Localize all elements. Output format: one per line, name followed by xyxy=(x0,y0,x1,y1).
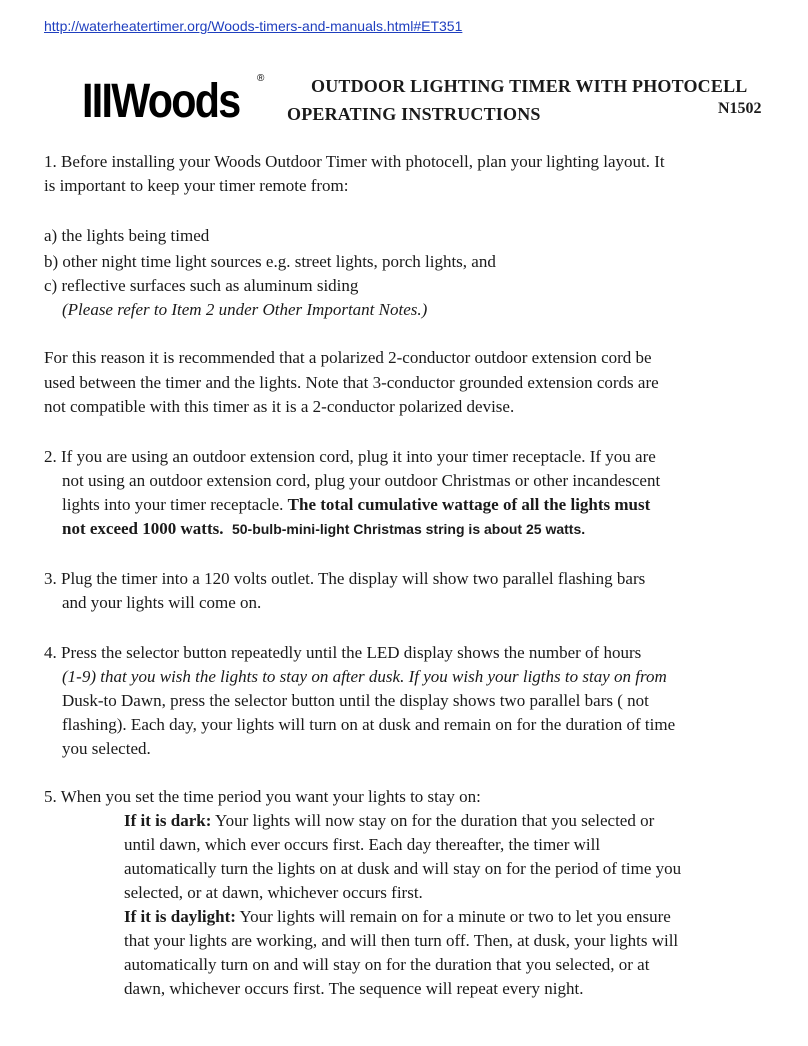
wattage-limit: not exceed 1000 watts. xyxy=(62,519,224,538)
dark-condition-line-3: automatically turn the lights on at dusk and will stay on for the period of time you xyxy=(124,859,682,878)
daylight-condition-line-4: dawn, whichever occurs first. The sequence will repeat every night. xyxy=(124,979,584,998)
daylight-text: Your lights will remain on for a minute or two to let you ensure xyxy=(235,907,671,926)
model-number: N1502 xyxy=(718,100,762,117)
step-2-line-3 xyxy=(62,494,650,516)
step-1-line-1: 1. Before installing your Woods Outdoor Timer with photocell, plan your lighting layout. It xyxy=(44,152,665,171)
woods-logo: IIIWoods xyxy=(82,75,240,128)
step-3-line-1: 3. Plug the timer into a 120 volts outlet. The display will show two parallel flashing bars xyxy=(44,569,646,588)
step-4-line-1: 4. Press the selector button repeatedly until the LED display shows the number of hours xyxy=(44,643,642,662)
dark-condition-line-1 xyxy=(124,810,654,832)
step-2-line-3-start: lights into your timer receptacle. xyxy=(62,495,288,514)
dark-condition-line-2: until dawn, which ever occurs first. Each day thereafter, the timer will xyxy=(124,835,601,854)
step-4-line-4: flashing). Each day, your lights will turn on at dusk and remain on for the duration of time xyxy=(62,715,676,734)
step-2-line-2: not using an outdoor extension cord, plug your outdoor Christmas or other incandescent xyxy=(62,471,661,490)
list-item-a: a) the lights being timed xyxy=(44,226,210,245)
daylight-condition-line-1 xyxy=(124,906,671,928)
step-4-line-2: (1-9) that you wish the lights to stay on after dusk. If you wish your ligths to stay on from xyxy=(62,667,667,686)
wattage-note: 50-bulb-mini-light Christmas string is about 25 watts. xyxy=(231,521,586,537)
step-2-line-4 xyxy=(62,518,585,540)
step-3-line-2: and your lights will come on. xyxy=(62,593,262,612)
source-url-link[interactable]: http://waterheatertimer.org/Woods-timers-and-manuals.html#ET351 xyxy=(44,18,463,34)
paragraph-line-1: For this reason it is recommended that a polarized 2-conductor outdoor extension cord be xyxy=(44,348,652,367)
wattage-warning: The total cumulative wattage of all the lights must xyxy=(287,495,651,514)
dark-label: If it is dark: xyxy=(124,811,212,830)
registered-mark: ® xyxy=(257,73,265,84)
daylight-label: If it is daylight: xyxy=(124,907,236,926)
daylight-condition-line-2: that your lights are working, and will then turn off. Then, at dusk, your lights will xyxy=(124,931,679,950)
document-subtitle: OPERATING INSTRUCTIONS xyxy=(287,104,541,124)
dark-text: Your lights will now stay on for the duration that you selected or xyxy=(211,811,655,830)
dark-condition-line-4: selected, or at dawn, whichever occurs first. xyxy=(124,883,423,902)
list-item-b: b) other night time light sources e.g. street lights, porch lights, and xyxy=(44,252,496,271)
step-4-line-5: you selected. xyxy=(62,739,151,758)
step-1-line-2: is important to keep your timer remote from: xyxy=(44,176,349,195)
step-2-line-1: 2. If you are using an outdoor extension cord, plug it into your timer receptacle. If you are xyxy=(44,447,656,466)
list-item-c: c) reflective surfaces such as aluminum siding xyxy=(44,276,359,295)
list-note: (Please refer to Item 2 under Other Important Notes.) xyxy=(62,300,428,319)
step-4-line-3: Dusk-to Dawn, press the selector button until the display shows two parallel bars ( not xyxy=(62,691,649,710)
paragraph-line-2: used between the timer and the lights. Note that 3-conductor grounded extension cords are xyxy=(44,373,659,392)
daylight-condition-line-3: automatically turn on and will stay on for the duration that you selected, or at xyxy=(124,955,650,974)
paragraph-line-3: not compatible with this timer as it is a 2-conductor polarized devise. xyxy=(44,397,515,416)
document-title: OUTDOOR LIGHTING TIMER WITH PHOTOCELL xyxy=(311,76,748,96)
step-5-line-1: 5. When you set the time period you want your lights to stay on: xyxy=(44,787,481,806)
